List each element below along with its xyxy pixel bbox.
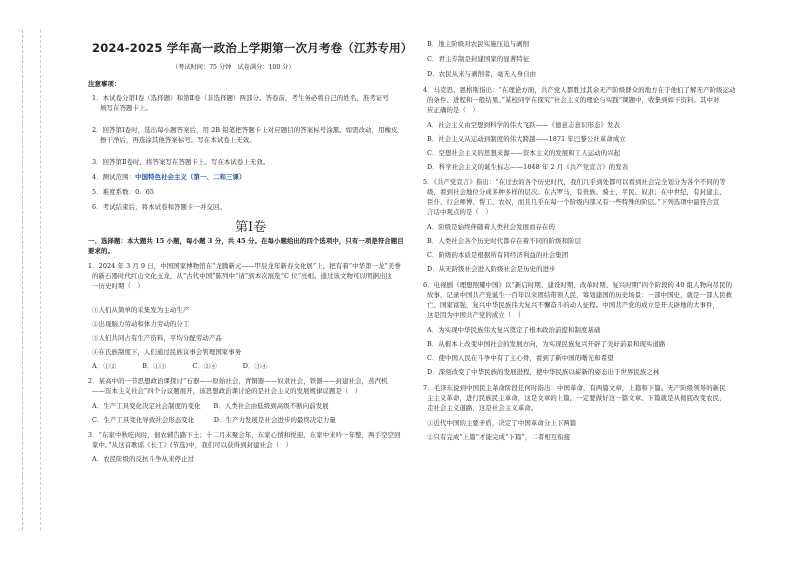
question-line: 的条件、进程和一般结果。”某校同学在探究“社会主义的理论与实践”课题中，收集到如下资料。其中对: [427, 96, 720, 104]
question-line: 6．电视剧《理想照耀中国》以“新启时期、建设时期、改革时期、复兴时期”四个阶段的 40 组人物向尽民的: [423, 281, 733, 289]
question-line: 一历史时期（ ）: [92, 282, 144, 290]
volume-heading: 第Ⅰ卷: [235, 220, 267, 235]
question-line: ——资本主义社会”四个分议题展开，该思想政治课讨论的是社会主义的发展规律议题是（ ）: [92, 387, 362, 395]
binding-dashed-line: [22, 30, 23, 530]
answer-option: C．使中国人民在斗争中有了主心骨，看到了新中国的曙光和希望: [427, 354, 614, 362]
statement-option: ①近代中国的主要矛盾，决定了中国革命分上下两篇: [427, 419, 577, 427]
binding-dashed-line-inner: [40, 30, 41, 530]
question-line: ②出现脑力劳动和体力劳动的分工: [92, 320, 190, 328]
note-scope-label: 4．测试范围：: [92, 173, 136, 181]
note-line: 6．考试结束后，将本试卷和答题卡一并交回。: [92, 203, 226, 211]
answer-option: B．从根本上改变中国社会的发展方向，为实现民族复兴开辟了美好前景和现实道路: [427, 340, 666, 348]
question-line: 言话中观点的是（ ）: [427, 208, 492, 216]
answer-option: A．社会主义由空想到科学的伟大飞跃——《德意志意识形态》发表: [427, 121, 620, 129]
answer-option: A．阶级是始终伴随着人类社会发展而存在的: [427, 223, 556, 231]
note-scope-value: 中国特色社会主义（第一、二和三课）: [135, 173, 246, 181]
question-line: ①人们从简单的采集发为主动生产: [92, 306, 190, 314]
question-line: 的新石器时代红山文化玉龙，从“古代中国”陈列中“请”到本次展览“C 位”亮相。通过该文物可以明据出这: [92, 272, 392, 280]
note-line: [92, 173, 245, 181]
note-line: 2．回答第Ⅰ卷时，选出每小题答案后，用 2B 铅笔把答题卡上对应题目的答案标号涂黑。如需改动，用橡皮: [92, 126, 398, 134]
exam-subtitle: （考试时间：75 分钟 试卷满分：100 分）: [172, 64, 295, 71]
answer-option: C．空想社会主义的思想来源——资本主义的发展和工人运动的兴起: [427, 149, 621, 157]
exam-title: 2024-2025 学年高一政治上学期第一次月考卷（江苏专用）: [92, 41, 413, 55]
answer-options: A．生产工具变化决定社会制度的变化 B．人类社会由低级到高级不断向前发展: [92, 402, 329, 410]
answer-option: D．科学社会主义的诞生标志——1848 年 2 月《共产党宣言》的发表: [427, 163, 629, 171]
section-intro: 一、选择题：本大题共 15 小题，每小题 3 分，共 45 分。在每小题给出的四个选项中，只有一项是符合题目: [88, 237, 404, 245]
answer-options: A．①② B．①③ C．②④ D．③④: [92, 362, 268, 370]
question-line: 应正确的是（ ）: [427, 106, 479, 114]
question-line: 这是因为中国共产党的成立（ ）: [427, 311, 525, 319]
answer-option: C．阶级的本质是根据所有同经济利益的社会集团: [427, 251, 569, 259]
question-line: ③人们共同占有生产资料，平均分配劳动产品: [92, 334, 222, 342]
question-line: 2．某高中的一节思想政治课探讨“石器——原始社会，青铜器——奴隶社会，铁器——封建社会，蒸汽机: [88, 377, 388, 385]
question-line: 走社会主义道路，这是社会主义革命。: [427, 404, 538, 412]
notes-heading: 注意事项：: [88, 80, 121, 88]
question-line: 级，看到社会地位分成多种多样的层次。在古罗马，有贵族、骑士、平民、奴隶；在中世纪，有封建主、: [427, 188, 726, 196]
question-line: 主主义革命，进行民族民主革命，这是文章的上篇，一定要做好这一篇文章。下篇就是从彻底改变农民，: [427, 394, 726, 402]
answer-option: A．农民阶级的反抗斗争从来停止过: [92, 455, 195, 463]
question-line: 1．2024 年 3 月 9 日，中国国家博物馆在“龙腾新元——甲辰龙年新春文化展”上，把有着“中华第一龙”美誉: [88, 262, 401, 270]
question-line: 故事，记录中国共产党诞生一百年以来团结带领人民，筹划建国的历史场景：一部中国史，就是一部人民救: [427, 291, 733, 299]
note-line: 擦干净后，再选涂其他答案标号。写在本试卷上无效。: [100, 136, 256, 144]
answer-option: B．地主阶级对农民实施压迫与剥削: [427, 40, 530, 48]
question-line: 7．毛泽东说到中国民主革命阶段任何时指出：中国革命，有两篇文章，上篇和下篇。无产阶级领导的新民: [423, 384, 726, 392]
answer-option: D．农民从来与剥削者，毫无人身自由: [427, 70, 537, 78]
question-line: ④在氏族制度下，人们通过民族议事会管理国家事务: [92, 348, 242, 356]
question-line: 3．“东家中秋吃肉时，佃农辅告路下土；十二月末聚会年，东家心情和悦迎，东家中来吟一年整，两手空空回: [88, 431, 401, 439]
statement-option: ②只有完成“上篇”才能完成“下篇”，二者相互衔接: [427, 433, 571, 441]
answer-option: A．为实现中华民族伟大复兴奠定了根本政治前提和制度基础: [427, 326, 601, 334]
answer-option: C．君主专制是封建国家的显著特征: [427, 55, 530, 63]
note-line: 5．难度系数：0．65: [92, 188, 155, 196]
note-line: 3．回答第Ⅱ卷时，将答案写在答题卡上。写在本试卷上无效。: [92, 158, 270, 166]
answer-option: D．从无阶级社会进入阶级社会是历史的进步: [427, 265, 556, 273]
answer-option: B．社会主义从运动到制度的伟大跨越——1871 年巴黎公社革命成立: [427, 135, 626, 143]
question-line: 臣仆、行会师傅、帮工、农奴，而且几乎在每一个阶级内部又有一些特殊的阶层。”下列选项中最符合宣: [427, 198, 720, 206]
answer-options: C．生产工具变化导致社会形态变化 D．生产力发展是社会进步的最终决定力量: [92, 416, 336, 424]
answer-option: D．深刻改变了中华民族的发展进程，使中华民族以崭新的姿态出于世界民族之林: [427, 368, 660, 376]
note-line: 1．本试卷分第Ⅰ卷（选择题）和第Ⅱ卷（非选择题）两部分。答卷前，考生务必将自己的姓名、准考证号: [92, 94, 389, 102]
section-intro: 要求的。: [88, 247, 114, 255]
question-line: 亡、国家富强，复兴中华民族伟大复兴不懈奋斗的动人征程。中国共产党的成立是开天辟地的大事件，: [427, 301, 720, 309]
question-line: 家中。”从这首歌谣《长工》(节选)中，我们可以获得到封建社会（ ）: [92, 441, 293, 449]
question-line: 5．《共产党宣言》指出：“在过去的各个历史时代，我们几乎到处都可以看到社会完全划分为各个不同的等: [423, 178, 726, 186]
question-line: 4．马克思、恩格斯指出：“在理论方面，共产党人都胜过其余无产阶级群众的地方在于他们了解无产阶级运动: [423, 86, 736, 94]
note-line: 填写在答题卡上。: [100, 104, 152, 112]
answer-option: B．人类社会各个历史时代都存在着不同的阶级和阶层: [427, 237, 582, 245]
binding-margin: [0, 0, 60, 562]
